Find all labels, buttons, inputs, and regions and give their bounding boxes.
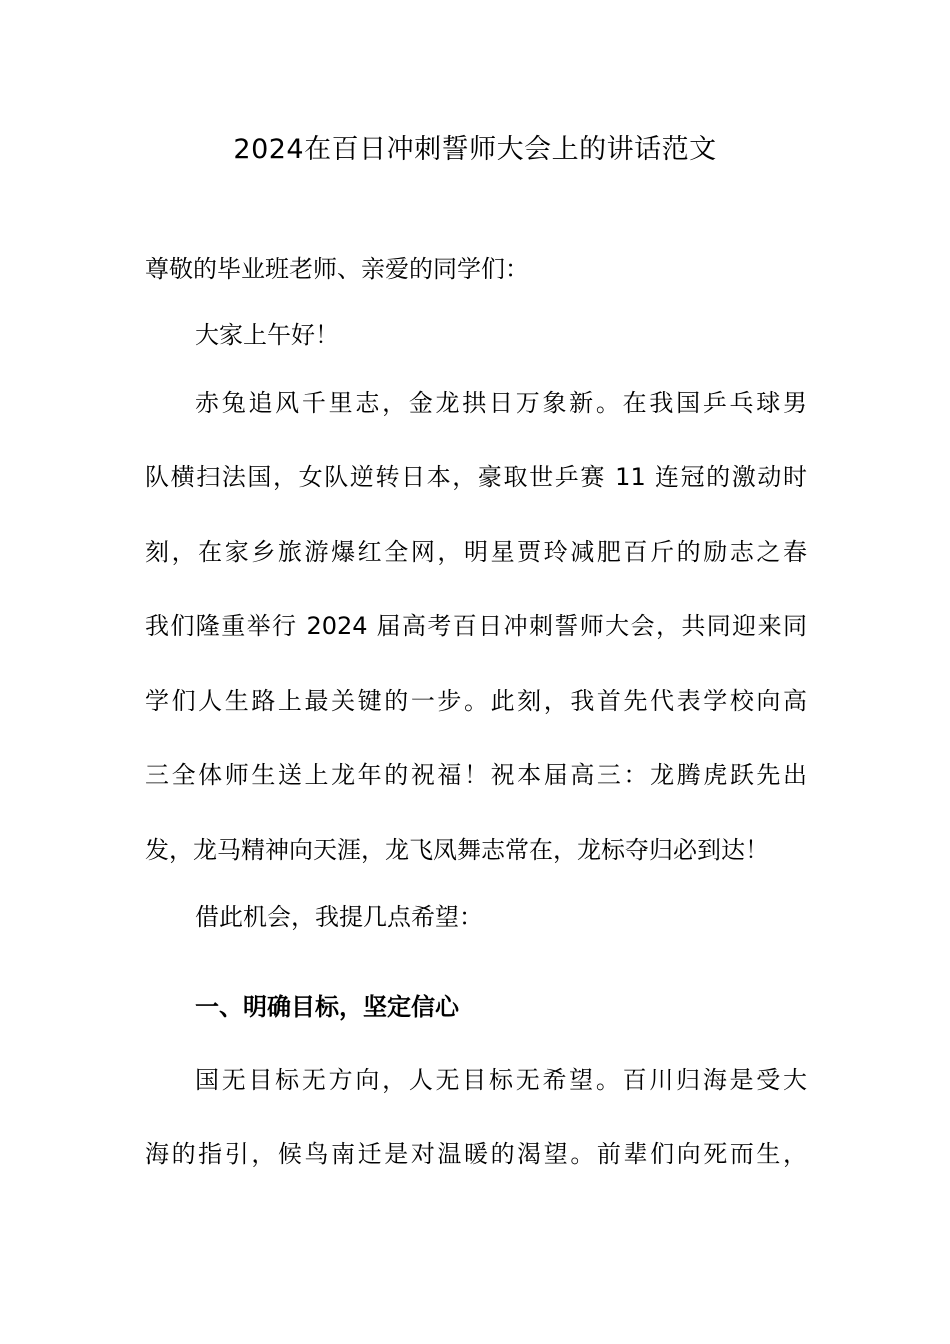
- paragraph-line: 我们隆重举行 2024 届高考百日冲刺誓师大会，共同迎来同: [145, 612, 807, 640]
- paragraph-line: 刻，在家乡旅游爆红全网，明星贾玲减肥百斤的励志之春: [145, 538, 807, 566]
- paragraph-line: 国无目标无方向，人无目标无希望。百川归海是受大: [195, 1066, 807, 1094]
- paragraph-line: 队横扫法国，女队逆转日本，豪取世乒赛 11 连冠的激动时: [145, 463, 807, 491]
- paragraph-line: 海的指引，候鸟南迁是对温暖的渴望。前辈们向死而生，: [145, 1140, 807, 1168]
- paragraph-line: 发，龙马精神向天涯，龙飞凤舞志常在，龙标夺归必到达！: [145, 836, 769, 864]
- section-heading: 一、明确目标，坚定信心: [195, 993, 459, 1021]
- greeting: 大家上午好！: [195, 321, 339, 349]
- paragraph-line: 赤兔追风千里志，金龙拱日万象新。在我国乒乓球男: [195, 389, 807, 417]
- document-title: 2024在百日冲刺誓师大会上的讲话范文: [233, 134, 717, 165]
- paragraph-line: 三全体师生送上龙年的祝福！祝本届高三：龙腾虎跃先出: [145, 761, 807, 789]
- salutation: 尊敬的毕业班老师、亲爱的同学们：: [145, 255, 529, 283]
- paragraph-hopes: 借此机会，我提几点希望：: [195, 903, 483, 931]
- paragraph-line: 学们人生路上最关键的一步。此刻，我首先代表学校向高: [145, 687, 807, 715]
